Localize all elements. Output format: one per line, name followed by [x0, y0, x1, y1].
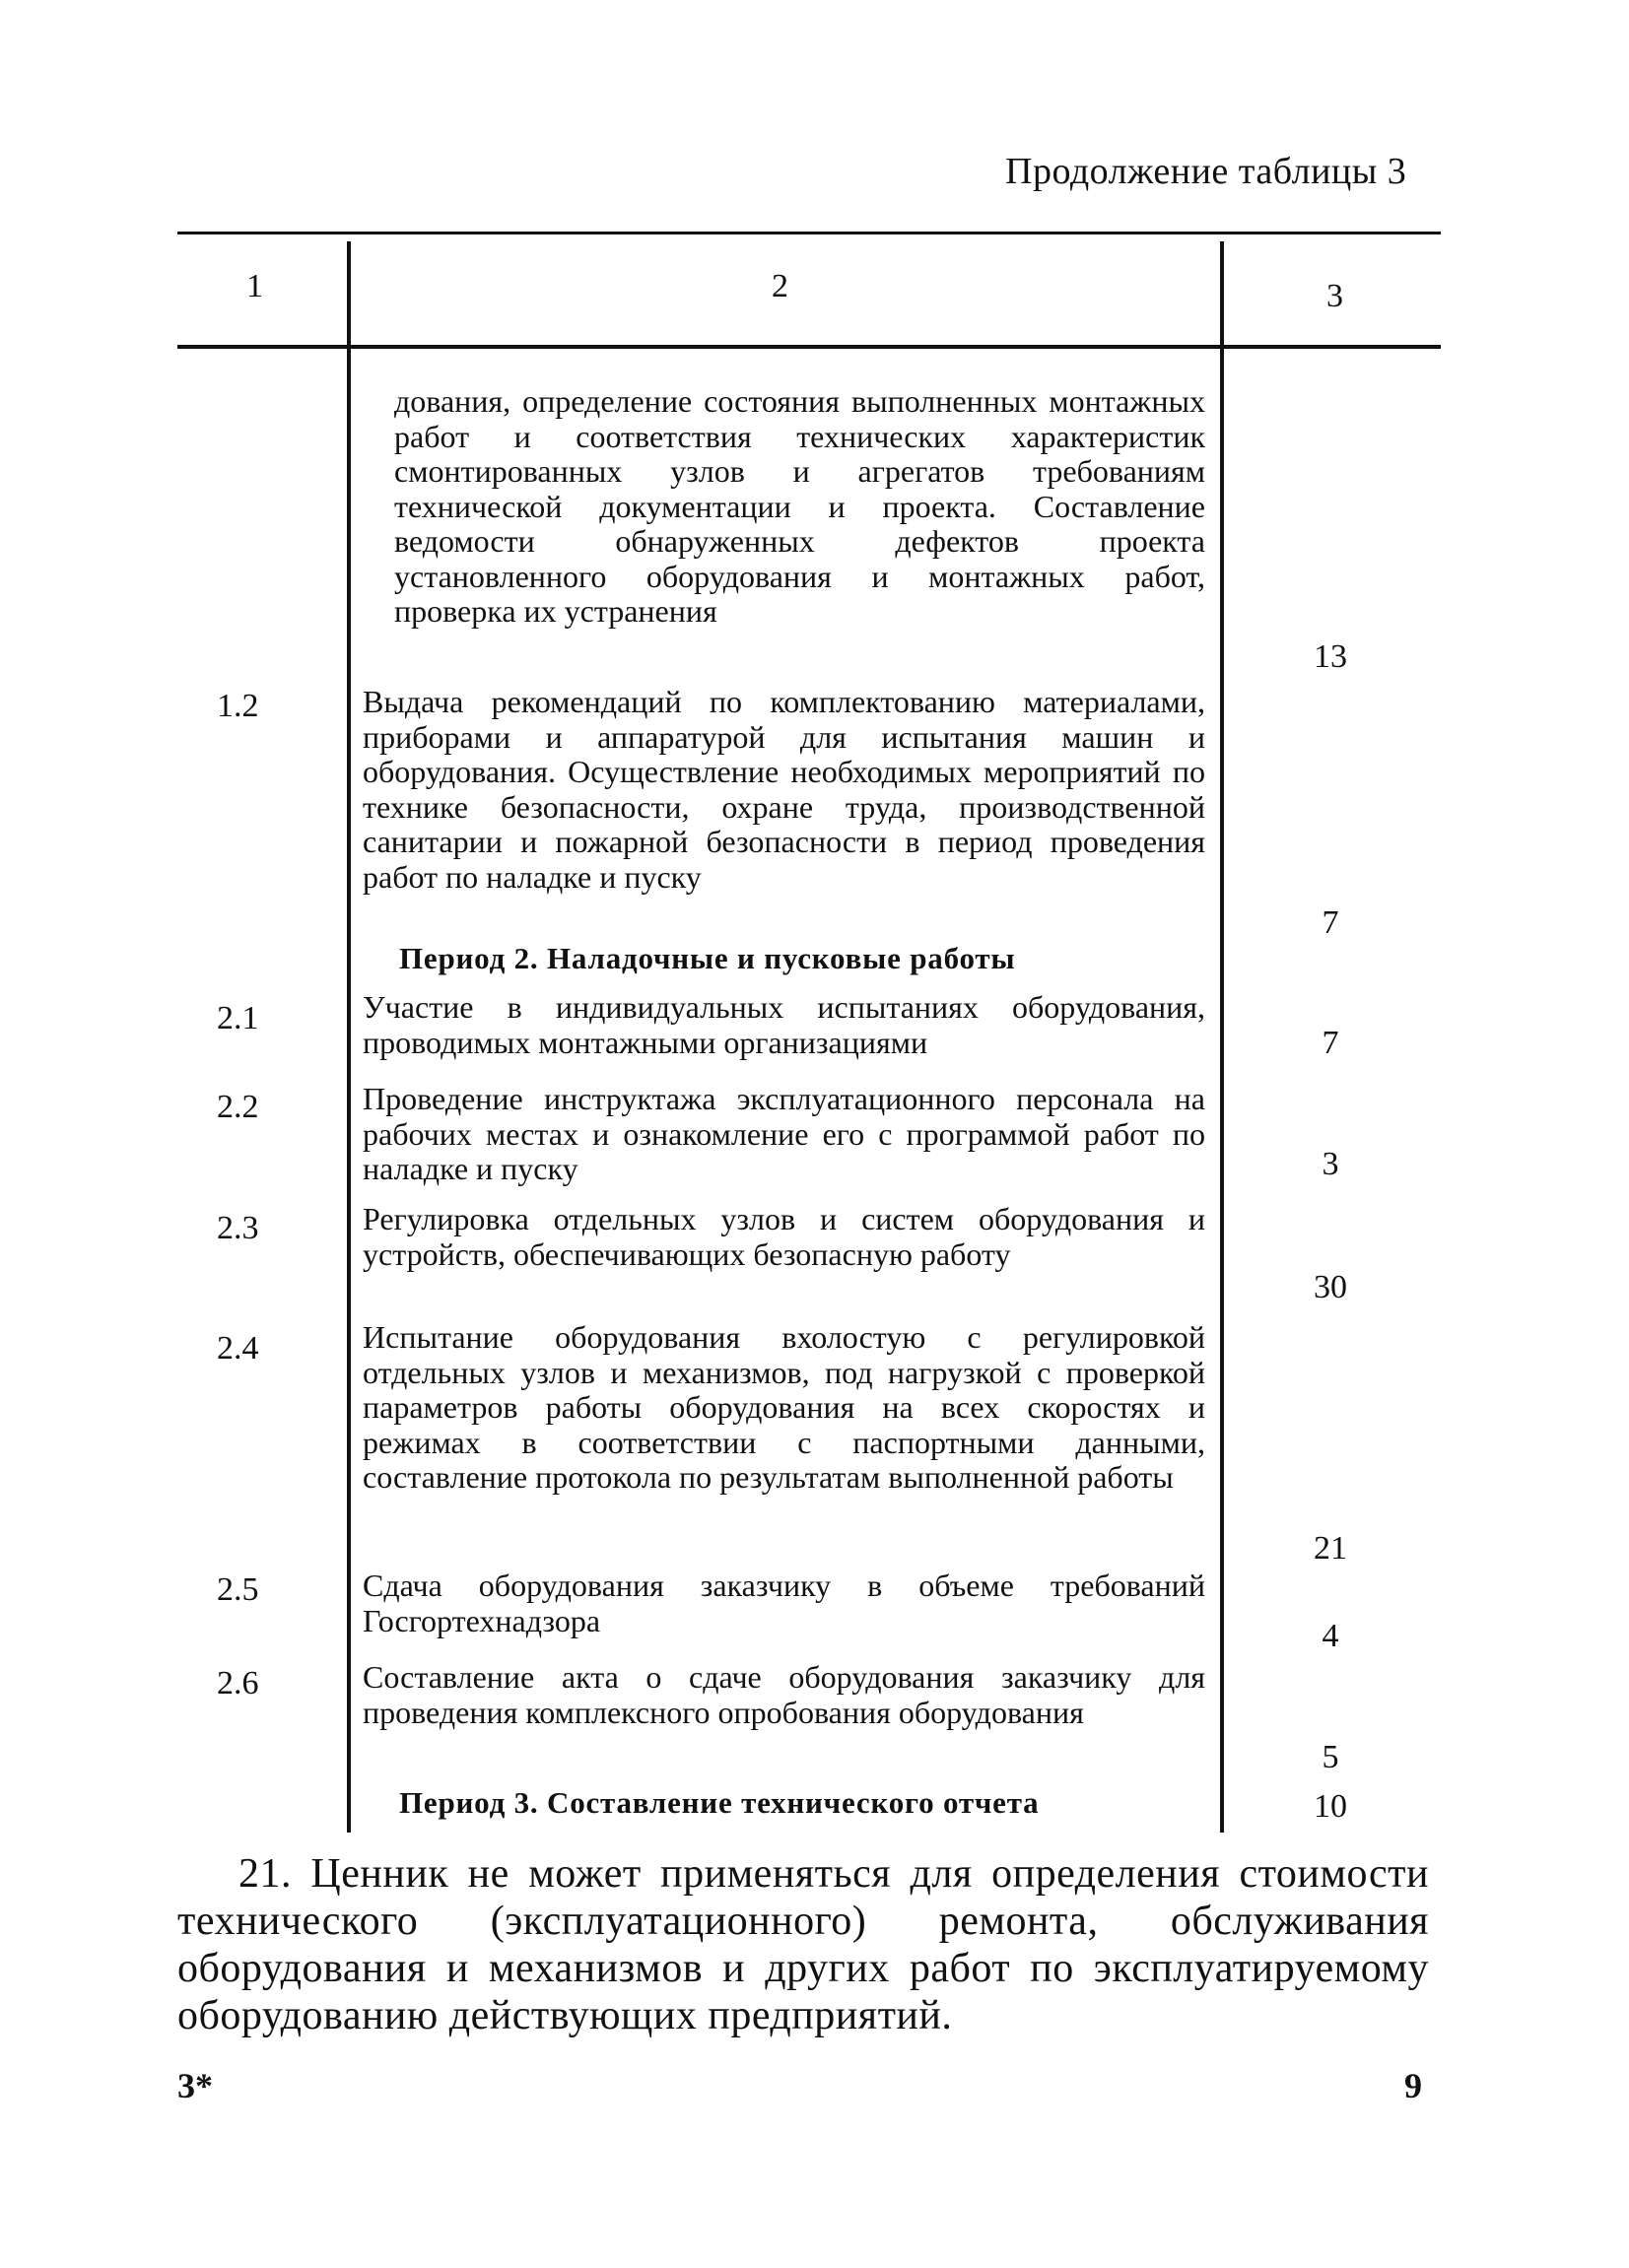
row-description: дования, определение состояния выполненных монтажных работ и соответствия технических характеристик смонтированных узлов и агрегатов требованиям технической документации и проекта. Составление ведомости обнаруженных дефектов проекта установленного оборудования и монтажных работ, проверка их устранения — [394, 383, 1205, 629]
row-description: Регулировка отдельных узлов и систем оборудования и устройств, обеспечивающих безопасную работу — [363, 1201, 1205, 1272]
row-description: Сдача оборудования заказчику в объеме требований Госгортехнадзора — [363, 1568, 1205, 1638]
row-number: 2.2 — [217, 1089, 259, 1125]
row-value: 7 — [1322, 904, 1339, 941]
row-value: 3 — [1322, 1146, 1339, 1182]
row-number: 2.1 — [217, 1000, 259, 1036]
header-col-3: 3 — [1326, 278, 1343, 314]
row-number: 2.5 — [217, 1571, 259, 1608]
row-value: 4 — [1322, 1618, 1339, 1654]
signature-mark: 3* — [177, 2066, 213, 2105]
column-divider-right — [1220, 241, 1224, 1833]
row-value: 30 — [1314, 1269, 1347, 1305]
table-top-rule — [177, 232, 1441, 234]
page-number: 9 — [1404, 2066, 1422, 2105]
column-divider-left — [347, 241, 351, 1833]
row-value: 21 — [1314, 1530, 1347, 1567]
row-description: Составление акта о сдаче оборудования заказчику для проведения комплексного опробования оборудования — [363, 1659, 1205, 1730]
row-value: 5 — [1322, 1739, 1339, 1775]
table-caption: Продолжение таблицы 3 — [1005, 151, 1407, 192]
row-description: Испытание оборудования вхолостую с регулировкой отдельных узлов и механизмов, под нагрузкой с проверкой параметров работы оборудования на всех скоростях и режимах в соответствии с паспортными данными, составление протокола по результатам выполненной работы — [363, 1319, 1205, 1495]
row-description: Участие в индивидуальных испытаниях оборудования, проводимых монтажными организациями — [363, 989, 1205, 1060]
row-number: 2.3 — [217, 1210, 259, 1246]
row-description: Выдача рекомендаций по комплектованию материалами, приборами и аппаратурой для испытания машин и оборудования. Осуществление необходимых мероприятий по технике безопасности, охране труда, производственной санитарии и пожарной безопасности в период проведения работ по наладке и пуску — [363, 684, 1205, 895]
header-col-2: 2 — [772, 268, 788, 304]
row-value: 10 — [1314, 1788, 1347, 1825]
period-heading: Период 3. Составление технического отчета — [399, 1785, 1040, 1820]
row-number: 2.4 — [217, 1330, 259, 1367]
paragraph-21: 21. Ценник не может применяться для определения стоимости технического (эксплуатационного) ремонта, обслуживания оборудования и механизмов и других работ по эксплуатируемому оборудованию действующих предприятий. — [177, 1851, 1429, 2038]
table-header-rule — [177, 345, 1441, 349]
row-number: 2.6 — [217, 1665, 259, 1701]
row-number: 1.2 — [217, 688, 259, 724]
period-heading: Период 2. Наладочные и пусковые работы — [399, 941, 1016, 975]
row-description: Проведение инструктажа эксплуатационного персонала на рабочих местах и ознакомление его с программой работ по наладке и пуску — [363, 1081, 1205, 1186]
row-value: 13 — [1314, 638, 1347, 675]
row-value: 7 — [1322, 1025, 1339, 1061]
header-col-1: 1 — [246, 268, 263, 304]
